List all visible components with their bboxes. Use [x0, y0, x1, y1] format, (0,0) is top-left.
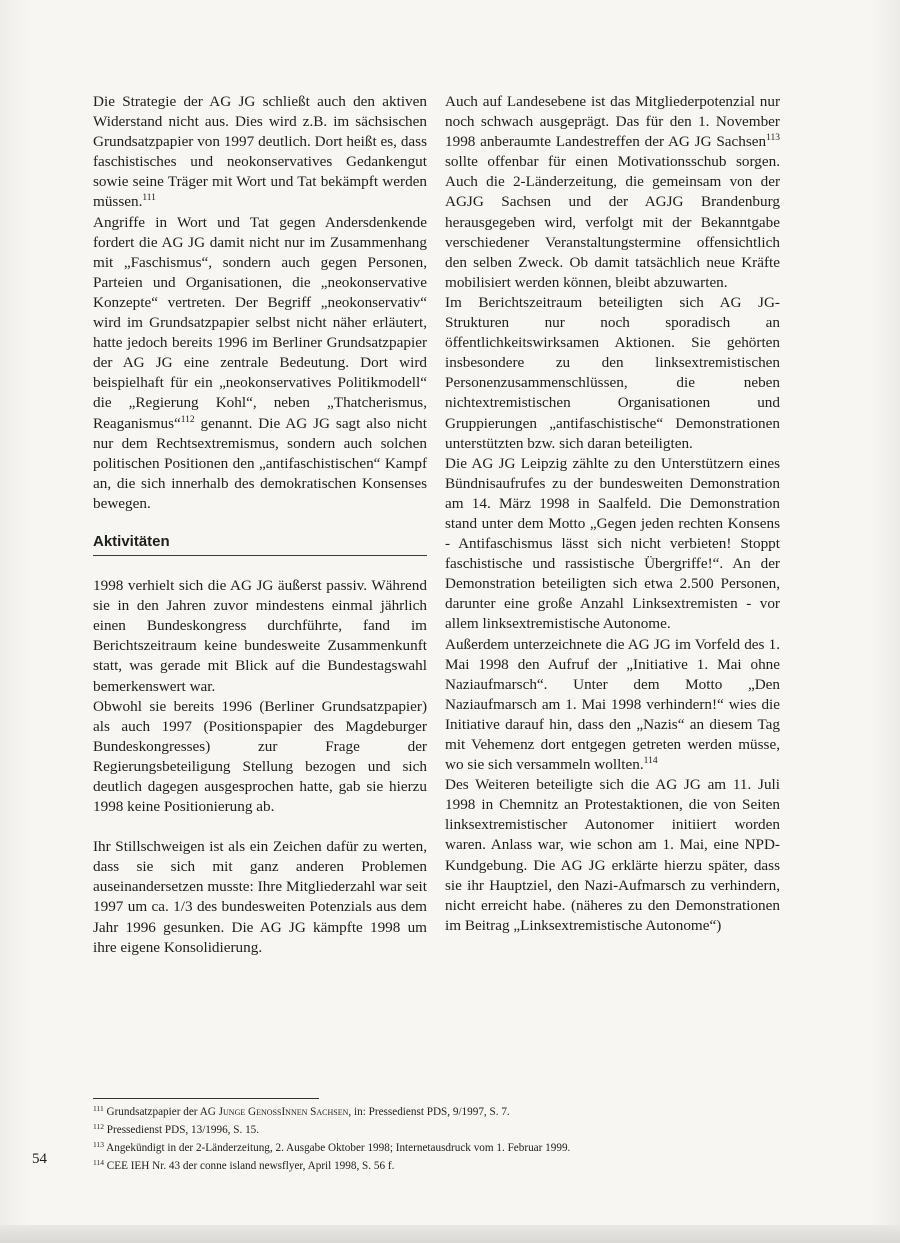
left-column	[93, 92, 427, 958]
paragraph: Die Strategie der AG JG schließt auch den aktiven Widerstand nicht aus. Dies wird z.B. im sächsischen Grundsatzpapier von 1997 deutlich. Dort heißt es, dass faschistisches und neokonservatives Gedankengut sowie seine Träger mit Wort und Tat bekämpft werden müssen.$^{111}$	[93, 93, 427, 211]
footnote-ref[interactable]: 113	[766, 133, 780, 144]
paragraph-gap	[93, 817, 427, 837]
paragraph: Angriffe in Wort und Tat gegen Andersdenkende fordert die AG JG damit nicht nur im Zusammenhang mit „Faschismus“, sondern auch gegen Personen, Parteien und Organisationen, die „neokonservative Konzepte“ vertreten. Der Begriff „neokonservativ“ wird im Grundsatzpapier selbst nicht näher erläutert, hatte jedoch bereits 1996 im Berliner Grundsatzpapier der AG JG eine zentrale Bedeutung. Dort wird beispielhaft für ein „neokonservatives Politikmodell“ die „Regierung Kohl“, neben „Thatcherismus, Reaganismus“$^{112}$ genannt. Die AG JG sagt also nicht nur dem Rechtsextremismus, sondern auch solchen politischen Positionen den „antifaschistischen“ Kampf an, die sich innerhalb des demokratischen Konsenses bewegen.	[93, 213, 427, 512]
paragraph: Des Weiteren beteiligte sich die AG JG am 11. Juli 1998 in Chemnitz an Protestaktionen, die von Seiten linksextremistischer Autonomer initiiert worden waren. Anlass war, wie schon am 1. Mai, eine NPD-Kundgebung. Die AG JG erklärte hierzu später, dass sie ihr Hauptziel, den Nazi-Aufmarsch zu verhindern, nicht erreicht habe. (näheres zu den Demonstrationen im Beitrag „Linksextremistische Autonome“)	[445, 776, 780, 934]
footnote-ref[interactable]: 111	[142, 193, 156, 204]
paragraph: Ihr Stillschweigen ist als ein Zeichen dafür zu werten, dass sie sich mit ganz anderen Problemen auseinandersetzen musste: Ihre Mitgliederzahl war seit 1997 um ca. 1/3 des bundesweiten Potenzials aus dem Jahr 1996 gesunken. Die AG JG kämpfte 1998 um ihre eigene Konsolidierung.	[93, 838, 427, 956]
paragraph: Außerdem unterzeichnete die AG JG im Vorfeld des 1. Mai 1998 den Aufruf der „Initiative 1. Mai ohne Naziaufmarsch“. Unter dem Motto „Den Naziaufmarsch am 1. Mai 1998 verhindern!“ wies die Initiative darauf hin, dass den „Nazis“ an diesem Tag mit Vehemenz dort entgegen getreten werden müsse, wo sie sich versammeln wollten.$^{114}$	[445, 635, 780, 774]
footnote: $^{113}$ Angekündigt in der 2-Länderzeitung, 2. Ausgabe Oktober 1998; Internetausdruck vom 1. Februar 1999.	[93, 1140, 571, 1154]
paragraph: Auch auf Landesebene ist das Mitgliederpotenzial nur noch schwach ausgeprägt. Das für den 1. November 1998 anberaumte Landestreffen der AG JG Sachsen$^{113}$ sollte offenbar für einen Motivationsschub sorgen. Auch die 2-Länderzeitung, die gemeinsam von der AGJG Sachsen und der AGJG Brandenburg herausgegeben wird, verfolgt mit der Bekanntgabe verschiedener Veranstaltungstermine offensichtlich den selben Zweck. Ob damit tatsächlich neue Kräfte mobilisiert werden können, bleibt abzuwarten.	[445, 93, 780, 291]
paragraph: Im Berichtszeitraum beteiligten sich AG JG-Strukturen nur noch sporadisch an öffentlichkeitswirksamen Aktionen. Sie gehörten insbesondere zu den linksextremistischen Personenzusammenschlüssen, die neben nichtextremistischen Organisationen und Gruppierungen „antifaschistische“ Demonstrationen unterstützten bzw. sich daran beteiligten.	[445, 293, 780, 452]
footnotes	[93, 1103, 793, 1175]
paragraph: 1998 verhielt sich die AG JG äußerst passiv. Während sie in den Jahren zuvor mindestens einmal jährlich einen Bundeskongress durchführte, fand im Berichtszeitraum keine bundesweite Zusammenkunft statt, was gerade mit Blick auf die Bundestagswahl bemerkenswert war.	[93, 577, 427, 695]
footnote-ref[interactable]: 112	[180, 414, 195, 425]
paragraph: Die AG JG Leipzig zählte zu den Unterstützern eines Bündnisaufrufes zu der bundesweiten Demonstration am 14. März 1998 in Saalfeld. Die Demonstration stand unter dem Motto „Gegen jeden rechten Konsens - Antifaschismus lässt sich nicht verbieten! Stoppt faschistische und rassistische Übergriffe!“. An der Demonstration beteiligten sich etwa 2.500 Personen, darunter eine große Anzahl Linksextremisten - vor allem linksextremistische Autonome.	[445, 454, 780, 633]
footnote: $^{114}$ CEE IEH Nr. 43 der conne island newsflyer, April 1998, S. 56 f.	[93, 1158, 395, 1172]
section-heading: Aktivitäten	[93, 532, 427, 556]
footnote-divider	[93, 1098, 319, 1099]
footnote-ref[interactable]: 114	[643, 756, 658, 767]
paragraph: Obwohl sie bereits 1996 (Berliner Grundsatzpapier) als auch 1997 (Positionspapier des Magdeburger Bundeskongresses) zur Frage der Regierungsbeteiligung Stellung bezogen und sich deutlich dagegen ausgesprochen hatte, gab sie hierzu 1998 keine Positionierung ab.	[93, 697, 427, 816]
footnote: $^{111}$ Grundsatzpapier der AG Junge GenossInnen Sachsen, in: Pressedienst PDS, 9/1997, S. 7.	[93, 1104, 510, 1118]
page-number: 54	[32, 1151, 47, 1167]
footnote: $^{112}$ Pressedienst PDS, 13/1996, S. 15.	[93, 1122, 260, 1136]
right-column	[445, 92, 780, 936]
scan-edge	[0, 1225, 900, 1243]
